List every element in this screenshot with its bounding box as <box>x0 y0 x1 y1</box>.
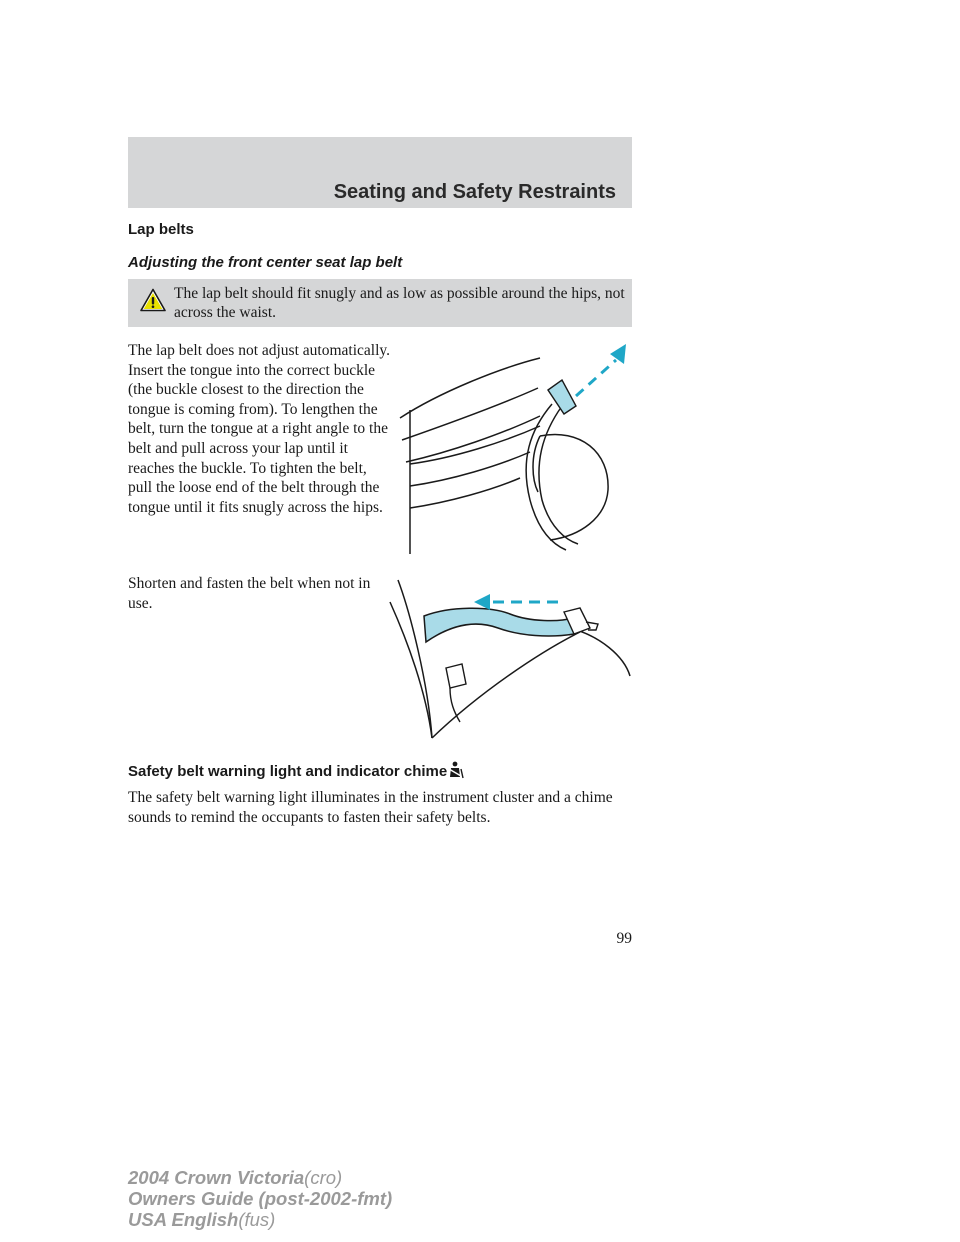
page-header-title: Seating and Safety Restraints <box>333 181 616 203</box>
warning-box <box>128 279 632 327</box>
footer-line-3 <box>128 1209 392 1230</box>
lap-belt-shorten-illustration <box>380 572 634 740</box>
footer-language: USA English <box>128 1209 239 1230</box>
footer-line-1 <box>128 1167 392 1188</box>
footer-language-code: (fus) <box>238 1209 276 1230</box>
lap-belt-lengthen-illustration <box>380 340 632 558</box>
section-title: Lap belts <box>128 221 194 238</box>
chime-heading <box>128 761 464 780</box>
footer <box>128 1167 392 1230</box>
warning-triangle-icon <box>140 288 166 312</box>
lap-belt-instructions: The lap belt does not adjust automatically. Insert the tongue into the correct buckle (the buckle closest to the direction the tongue is coming from). To lengthen the belt, turn the tongue at a right angle to the belt and pull across your lap until it reaches the buckle. To tighten the belt, pull the loose end of the belt through the tongue until it fits snugly across the hips. <box>128 342 390 516</box>
chime-heading-text: Safety belt warning light and indicator chime <box>128 763 448 780</box>
seatbelt-icon <box>448 761 464 779</box>
warning-text: The lap belt should fit snugly and as low as possible around the hips, not across the waist. <box>174 285 625 321</box>
header-band <box>128 137 632 208</box>
footer-guide: Owners Guide (post-2002-fmt) <box>128 1188 393 1209</box>
subsection-title: Adjusting the front center seat lap belt <box>128 254 403 271</box>
footer-model-code: (cro) <box>304 1167 343 1188</box>
footer-model: 2004 Crown Victoria <box>128 1167 305 1188</box>
shorten-belt-instructions: Shorten and fasten the belt when not in use. <box>128 575 371 612</box>
page-number: 99 <box>616 930 632 947</box>
footer-line-2 <box>128 1188 392 1209</box>
chime-text: The safety belt warning light illuminates in the instrument cluster and a chime sounds to remind the occupants to fasten their safety belts. <box>128 789 613 826</box>
